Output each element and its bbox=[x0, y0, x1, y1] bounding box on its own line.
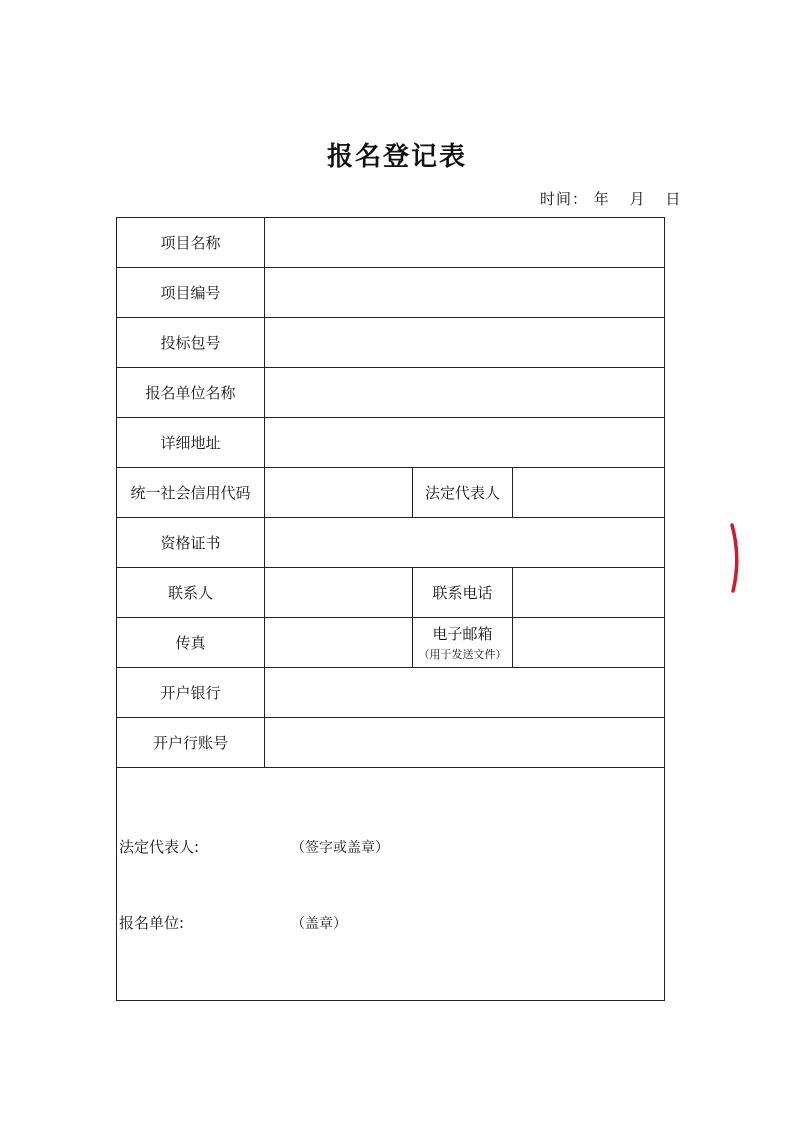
account-field[interactable] bbox=[265, 718, 665, 768]
email-note: （用于发送文件） bbox=[418, 648, 507, 661]
date-month: 月 bbox=[629, 190, 646, 208]
project-number-field[interactable] bbox=[265, 268, 665, 318]
company-name-field[interactable] bbox=[265, 368, 665, 418]
form-row bbox=[117, 618, 665, 668]
form-row bbox=[117, 418, 665, 468]
legal-rep-signature-line bbox=[119, 836, 389, 857]
account-label: 开户行账号 bbox=[117, 718, 265, 768]
red-seal-edge-mark bbox=[730, 523, 740, 593]
form-row bbox=[117, 218, 665, 268]
fax-label: 传真 bbox=[117, 618, 265, 668]
phone-label: 联系电话 bbox=[413, 568, 513, 618]
unit-seal-label: 报名单位: bbox=[119, 914, 185, 932]
legal-rep-label: 法定代表人 bbox=[413, 468, 513, 518]
email-field[interactable] bbox=[513, 618, 665, 668]
contact-label: 联系人 bbox=[117, 568, 265, 618]
form-row bbox=[117, 518, 665, 568]
address-label: 详细地址 bbox=[117, 418, 265, 468]
date-year: 年 bbox=[593, 190, 610, 208]
form-row bbox=[117, 368, 665, 418]
legal-rep-field[interactable] bbox=[513, 468, 665, 518]
form-row bbox=[117, 568, 665, 618]
page-title: 报名登记表 bbox=[326, 142, 467, 172]
date-line bbox=[540, 188, 681, 209]
company-name-label: 报名单位名称 bbox=[117, 368, 265, 418]
project-name-label: 项目名称 bbox=[117, 218, 265, 268]
qualification-label: 资格证书 bbox=[117, 518, 265, 568]
form-row bbox=[117, 468, 665, 518]
phone-field[interactable] bbox=[513, 568, 665, 618]
form-row bbox=[117, 268, 665, 318]
signature-area[interactable] bbox=[117, 768, 665, 1001]
address-field[interactable] bbox=[265, 418, 665, 468]
date-day: 日 bbox=[665, 190, 682, 208]
form-row bbox=[117, 718, 665, 768]
email-label-cell bbox=[413, 618, 513, 668]
legal-rep-signature-label: 法定代表人: bbox=[119, 838, 200, 856]
bank-label: 开户银行 bbox=[117, 668, 265, 718]
credit-code-field[interactable] bbox=[265, 468, 413, 518]
email-label: 电子邮箱 bbox=[432, 625, 493, 643]
project-name-field[interactable] bbox=[265, 218, 665, 268]
project-number-label: 项目编号 bbox=[117, 268, 265, 318]
form-row bbox=[117, 668, 665, 718]
package-number-field[interactable] bbox=[265, 318, 665, 368]
contact-field[interactable] bbox=[265, 568, 413, 618]
package-number-label: 投标包号 bbox=[117, 318, 265, 368]
qualification-field[interactable] bbox=[265, 518, 665, 568]
fax-field[interactable] bbox=[265, 618, 413, 668]
credit-code-label: 统一社会信用代码 bbox=[117, 468, 265, 518]
date-label: 时间： bbox=[540, 190, 589, 208]
unit-seal-line bbox=[119, 912, 347, 933]
form-row bbox=[117, 318, 665, 368]
legal-rep-signature-hint: （签字或盖章） bbox=[291, 840, 389, 856]
bank-field[interactable] bbox=[265, 668, 665, 718]
unit-seal-hint: （盖章） bbox=[291, 916, 347, 932]
signature-row bbox=[117, 768, 665, 1001]
registration-form bbox=[116, 217, 665, 1001]
